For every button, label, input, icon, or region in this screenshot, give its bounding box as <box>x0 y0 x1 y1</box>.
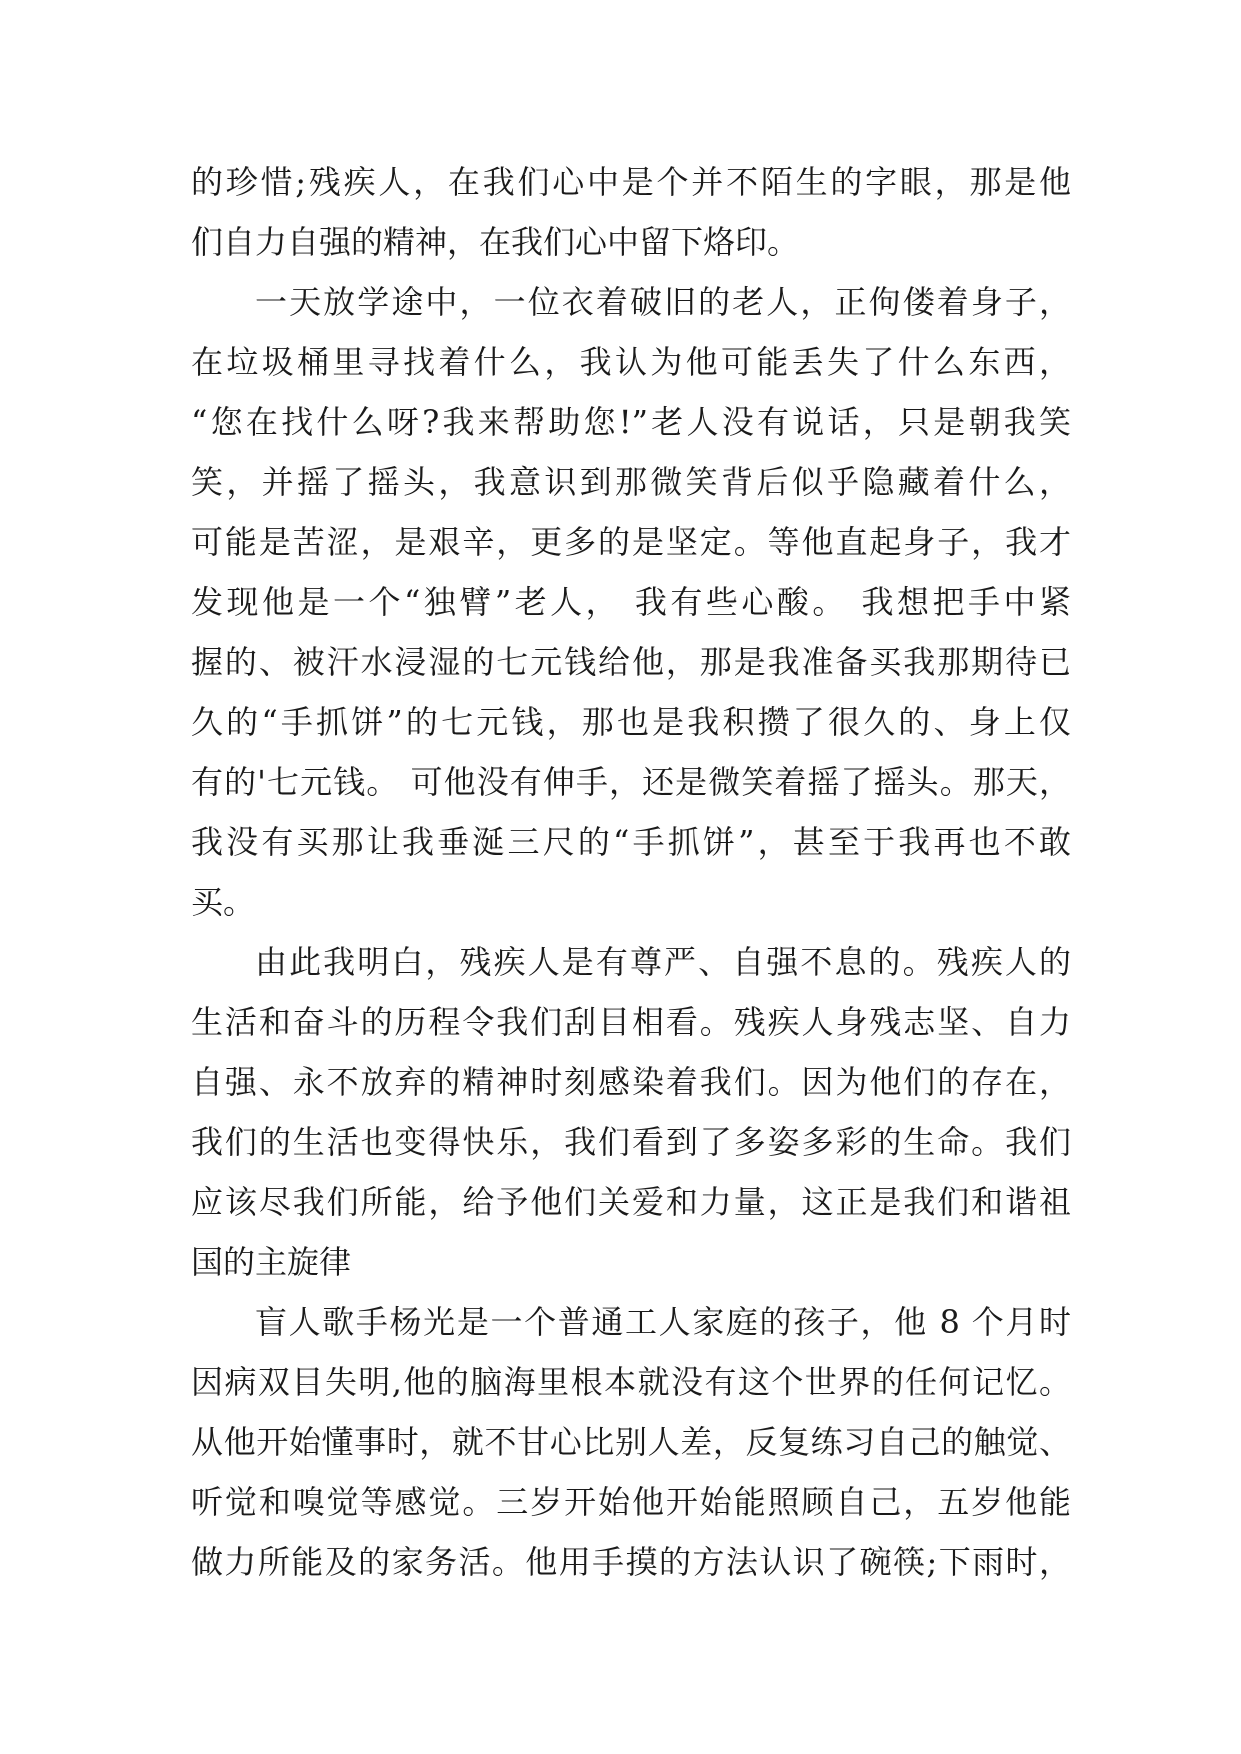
text-line: 可能是苦涩，是艰辛，更多的是坚定。等他直起身子，我才 <box>191 523 1071 561</box>
text-line: 自强、永不放弃的精神时刻感染着我们。因为他们的存在， <box>191 1063 1071 1101</box>
text-line: 生活和奋斗的历程令我们刮目相看。残疾人身残志坚、自力 <box>191 1003 1071 1041</box>
text-line: 从他开始懂事时，就不甘心比别人差，反复练习自己的触觉、 <box>191 1423 1071 1461</box>
text-line: 做力所能及的家务活。他用手摸的方法认识了碗筷;下雨时， <box>191 1543 1071 1581</box>
paragraph-first-line: 一天放学途中，一位衣着破旧的老人，正佝偻着身子， <box>255 283 1071 321</box>
paragraph-first-line: 盲人歌手杨光是一个普通工人家庭的孩子，他 8 个月时 <box>255 1303 1071 1341</box>
document-body <box>191 152 1071 1592</box>
text-line: 发现他是一个“独臂”老人， 我有些心酸。 我想把手中紧 <box>191 583 1071 621</box>
text-line: 握的、被汗水浸湿的七元钱给他，那是我准备买我那期待已 <box>191 643 1071 681</box>
text-line: 在垃圾桶里寻找着什么，我认为他可能丢失了什么东西， <box>191 343 1071 381</box>
text-line: 因病双目失明,他的脑海里根本就没有这个世界的任何记忆。 <box>191 1363 1071 1401</box>
text-line: 听觉和嗅觉等感觉。三岁开始他开始能照顾自己，五岁他能 <box>191 1483 1071 1521</box>
paragraph-first-line: 由此我明白，残疾人是有尊严、自强不息的。残疾人的 <box>255 943 1071 981</box>
text-line: 买。 <box>191 883 256 921</box>
text-line: 笑，并摇了摇头，我意识到那微笑背后似乎隐藏着什么， <box>191 463 1071 501</box>
text-line: 有的'七元钱。 可他没有伸手，还是微笑着摇了摇头。那天， <box>191 763 1071 801</box>
text-line: 们自力自强的精神，在我们心中留下烙印。 <box>191 223 800 261</box>
text-line: 的珍惜;残疾人，在我们心中是个并不陌生的字眼，那是他 <box>191 163 1071 201</box>
text-line: 我们的生活也变得快乐，我们看到了多姿多彩的生命。我们 <box>191 1123 1071 1161</box>
text-line: 应该尽我们所能，给予他们关爱和力量，这正是我们和谐祖 <box>191 1183 1071 1221</box>
text-line: “您在找什么呀?我来帮助您!”老人没有说话，只是朝我笑 <box>191 403 1071 441</box>
text-line: 我没有买那让我垂涎三尺的“手抓饼”，甚至于我再也不敢 <box>191 823 1071 861</box>
text-line: 国的主旋律 <box>191 1243 352 1281</box>
text-line: 久的“手抓饼”的七元钱，那也是我积攒了很久的、身上仅 <box>191 703 1071 741</box>
